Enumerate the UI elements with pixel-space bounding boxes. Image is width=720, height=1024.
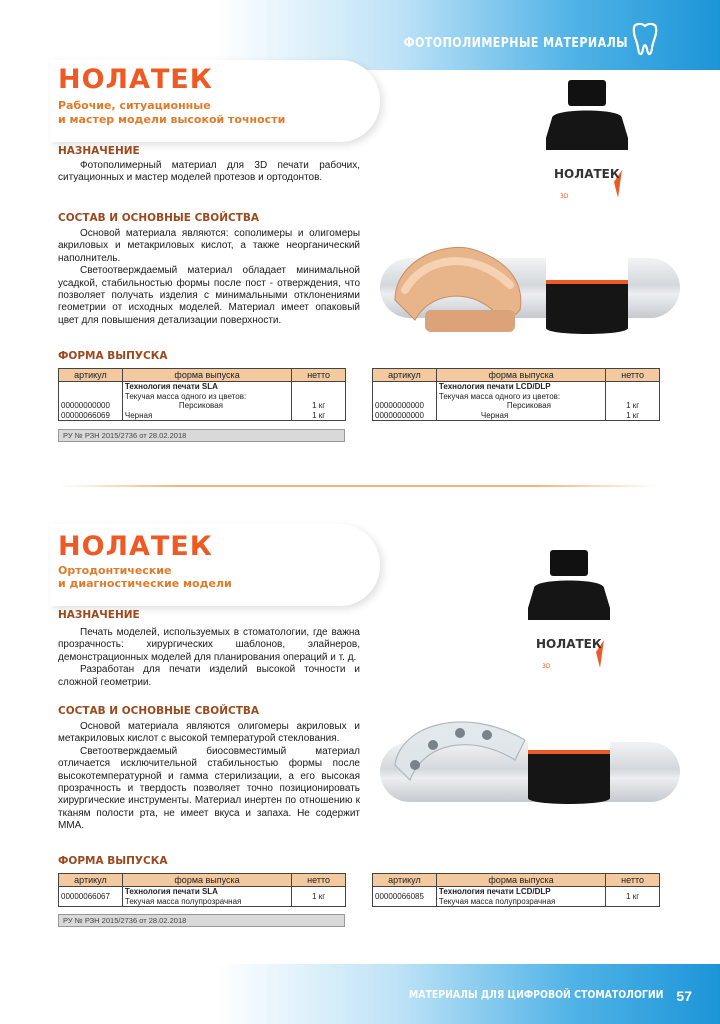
- dental-model-image: [385, 230, 535, 340]
- table-header: форма выпуска: [122, 369, 291, 382]
- product-2-table-lcd: [372, 873, 660, 907]
- table-cell: Текучая масса полупрозрачная: [436, 897, 605, 907]
- bottle-volume-text: 3D: [542, 663, 551, 670]
- transparent-aligner-image: [385, 705, 535, 795]
- product-1-bottle-image: [532, 78, 642, 340]
- product-2-composition-text: [58, 721, 360, 833]
- table-cell: 1 кг: [292, 401, 346, 411]
- table-row: [59, 411, 346, 421]
- product-2-purpose-heading: НАЗНАЧЕНИЕ: [58, 609, 140, 621]
- table-header: нетто: [292, 874, 346, 887]
- table-cell: 1 кг: [606, 411, 660, 421]
- product-2-form-heading: ФОРМА ВЫПУСКА: [58, 855, 168, 867]
- bottle-brand-text: НОЛАТЕК: [554, 167, 620, 181]
- table-header: нетто: [606, 369, 660, 382]
- product-1-subtitle-1: Рабочие, ситуационные: [58, 99, 211, 112]
- table-cell: 00000000000: [373, 401, 437, 411]
- footer-title: МАТЕРИАЛЫ ДЛЯ ЦИФРОВОЙ СТОМАТОЛОГИИ: [409, 988, 664, 1001]
- table-header: артикул: [59, 369, 123, 382]
- paragraph: Разработан для печати изделий высокой точности и сложной геометрии.: [58, 664, 360, 688]
- product-2-registration: РУ № РЗН 2015/2736 от 28.02.2018: [58, 914, 345, 927]
- table-cell: 00000066069: [59, 411, 123, 421]
- table-header: нетто: [292, 369, 346, 382]
- product-1-brand: НОЛАТЕК: [58, 64, 213, 95]
- table-cell: 00000066085: [373, 892, 437, 902]
- table-cell: 00000066067: [59, 892, 123, 902]
- table-header: форма выпуска: [436, 369, 605, 382]
- product-1-form-heading: ФОРМА ВЫПУСКА: [58, 350, 168, 362]
- table-row: [59, 401, 346, 411]
- table-header: артикул: [373, 369, 437, 382]
- paragraph: Светоотверждаемый материал обладает минимальной усадкой, стабильностью формы после пост - отверждения, что позволяет получать изделия с минимальными отклонениями геометрии от исходных моделей. Материал имеет опаковый цвет для повышения детализации поверхности.: [58, 265, 360, 326]
- product-2-purpose-text: [58, 627, 360, 689]
- table-row: [373, 411, 660, 421]
- product-2-subtitle-1: Ортодонтические: [58, 564, 172, 577]
- paragraph: Печать моделей, используемых в стоматологии, где важна прозрачность: хирургических шаблонов, элайнеров, демонстрационных моделей для планирования операций и т. д.: [58, 627, 360, 663]
- table-header: артикул: [59, 874, 123, 887]
- table-row: [373, 401, 660, 411]
- tooth-icon: [630, 22, 660, 58]
- bottle-brand-text: НОЛАТЕК: [536, 637, 602, 651]
- table-header: форма выпуска: [436, 874, 605, 887]
- table-header: нетто: [606, 874, 660, 887]
- table-cell: Персиковая: [436, 401, 605, 411]
- product-1-registration: РУ № РЗН 2015/2736 от 28.02.2018: [58, 429, 345, 442]
- product-2-table-sla: [58, 873, 346, 907]
- paragraph: Фотополимерный материал для 3D печати рабочих, ситуационных и мастер моделей протезов и ортодонтов.: [58, 160, 360, 184]
- product-1-composition-heading: СОСТАВ И ОСНОВНЫЕ СВОЙСТВА: [58, 212, 259, 224]
- table-cell: Черная: [122, 411, 291, 421]
- section-divider: [58, 485, 658, 487]
- table-cell: Текучая масса полупрозрачная: [122, 897, 291, 907]
- product-1-table-lcd: [372, 368, 660, 421]
- table-cell: Черная: [436, 411, 605, 421]
- table-cell: 00000000000: [373, 411, 437, 421]
- paragraph: Основой материала являются олигомеры акриловых и метакриловых кислот с высокой температурой стеклования.: [58, 721, 360, 745]
- product-2-bottle-image: [514, 548, 624, 810]
- product-1-purpose-heading: НАЗНАЧЕНИЕ: [58, 145, 140, 157]
- table-cell: 00000000000: [59, 401, 123, 411]
- table-cell: 1 кг: [606, 892, 660, 902]
- table-cell: 1 кг: [292, 892, 346, 902]
- table-cell: 1 кг: [292, 411, 346, 421]
- page-number: 57: [676, 988, 692, 1004]
- table-cell: Текучая масса одного из цветов:: [436, 392, 605, 402]
- bottle-volume-text: 3D: [560, 193, 569, 200]
- table-header: артикул: [373, 874, 437, 887]
- product-1-composition-text: [58, 228, 360, 327]
- header-title: ФОТОПОЛИМЕРНЫЕ МАТЕРИАЛЫ: [403, 36, 628, 51]
- table-cell: Текучая масса одного из цветов:: [122, 392, 291, 402]
- table-row: [59, 897, 346, 907]
- product-1-subtitle-2: и мастер модели высокой точности: [58, 113, 286, 126]
- product-1-table-sla: [58, 368, 346, 421]
- table-row: [373, 897, 660, 907]
- table-cell: Технология печати LCD/DLP: [436, 382, 605, 392]
- table-cell: Персиковая: [122, 401, 291, 411]
- product-2-brand: НОЛАТЕК: [58, 531, 213, 562]
- table-header: форма выпуска: [122, 874, 291, 887]
- paragraph: Светоотверждаемый биосовместимый материал отличается исключительной стабильностью формы после высокотемпературной и гамма стерилизации, а его высокая прозрачность и твердость позволяет точно позиционировать хирургические инструменты. Материал инертен по отношению к тканям полости рта, не имеет вкуса и запаха. Не содержит ММА.: [58, 745, 360, 832]
- table-cell: Технология печати SLA: [122, 887, 291, 897]
- paragraph: Основой материала являются: сополимеры и олигомеры акриловых и метакриловых кислот, а также неорганический наполнитель.: [58, 228, 360, 264]
- table-cell: Технология печати LCD/DLP: [436, 887, 605, 897]
- table-cell: 1 кг: [606, 401, 660, 411]
- product-1-purpose-text: [58, 160, 360, 185]
- table-cell: Технология печати SLA: [122, 382, 291, 392]
- product-2-composition-heading: СОСТАВ И ОСНОВНЫЕ СВОЙСТВА: [58, 705, 259, 717]
- product-2-subtitle-2: и диагностические модели: [58, 577, 232, 590]
